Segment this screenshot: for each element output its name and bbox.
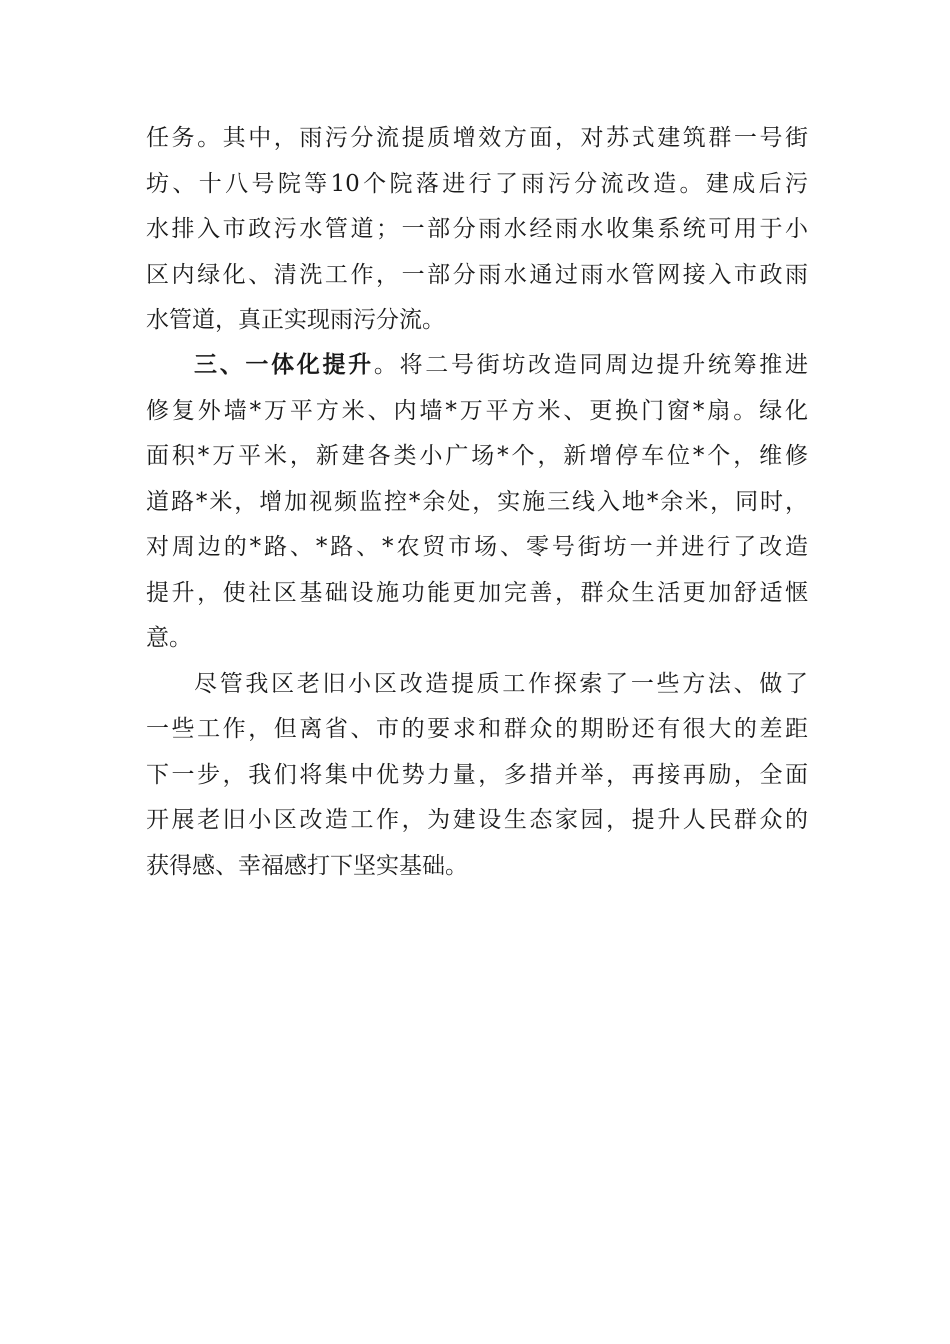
paragraph-1-line-1: 任务。其中，雨污分流提质增效方面，对苏式建筑群一号街: [146, 125, 808, 151]
paragraph-2-line-1: [194, 345, 808, 385]
paragraph-1-line-2: 坊、十八号院等10个院落进行了雨污分流改造。建成后污: [146, 171, 808, 197]
paragraph-2-line-7: 意。: [146, 625, 192, 651]
paragraph-2-line-6: 提升，使社区基础设施功能更加完善，群众生活更加舒适惬: [146, 580, 808, 606]
paragraph-2-line-3: 面积*万平米，新建各类小广场*个，新增停车位*个，维修: [146, 443, 808, 469]
section-heading: 三、一体化提升: [194, 352, 374, 378]
paragraph-1-line-3: 水排入市政污水管道；一部分雨水经雨水收集系统可用于小: [146, 216, 808, 242]
paragraph-3-line-4: 开展老旧小区改造工作，为建设生态家园，提升人民群众的: [146, 807, 808, 833]
paragraph-1-line-5: 水管道，真正实现雨污分流。: [146, 307, 445, 333]
paragraph-3-line-1: 尽管我区老旧小区改造提质工作探索了一些方法、做了: [194, 671, 808, 697]
paragraph-2-line-2: 修复外墙*万平方米、内墙*万平方米、更换门窗*扇。绿化: [146, 398, 808, 424]
paragraph-3-line-3: 下一步，我们将集中优势力量，多措并举，再接再励，全面: [146, 762, 808, 788]
paragraph-2-line-4: 道路*米，增加视频监控*余处，实施三线入地*余米，同时，: [146, 489, 808, 515]
paragraph-3-line-5: 获得感、幸福感打下坚实基础。: [146, 853, 468, 879]
paragraph-3-line-2: 一些工作，但离省、市的要求和群众的期盼还有很大的差距: [146, 716, 808, 742]
paragraph-1-line-4: 区内绿化、清洗工作，一部分雨水通过雨水管网接入市政雨: [146, 262, 808, 288]
paragraph-2-line-5: 对周边的*路、*路、*农贸市场、零号街坊一并进行了改造: [146, 534, 808, 560]
section-heading-tail: 。将二号街坊改造同周边提升统筹推进: [373, 352, 808, 378]
